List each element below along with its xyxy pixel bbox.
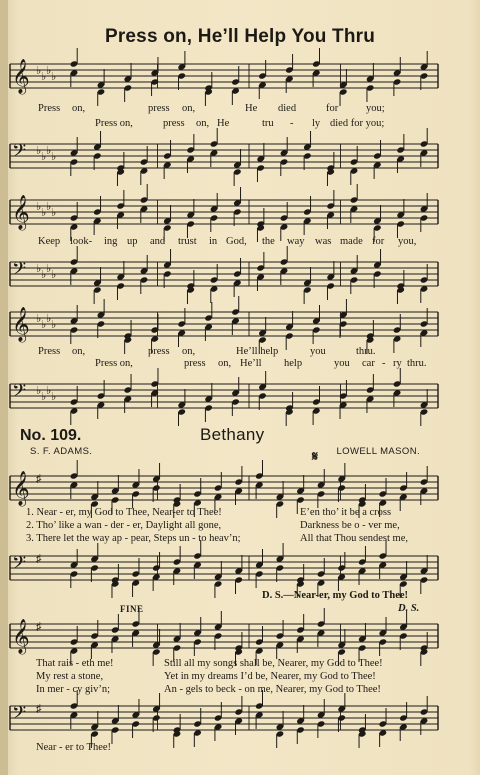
flat-icon: ♭ <box>51 269 57 281</box>
note-chord <box>214 472 223 511</box>
verse-text: 2. Tho’ like a wan - der - er, Daylight all gone, <box>26 520 222 531</box>
note-chord <box>396 134 405 173</box>
note-chord <box>379 617 388 656</box>
note-chord <box>256 143 265 182</box>
note-chord <box>420 389 429 426</box>
staff-system-2-bass <box>10 256 438 296</box>
note-chord <box>233 187 242 226</box>
note-chord <box>210 193 219 232</box>
flat-icon: ♭ <box>41 71 47 83</box>
page-binding-edge <box>0 0 8 775</box>
note-chord <box>140 184 149 223</box>
note-chord <box>255 549 264 588</box>
lyric-word: up <box>127 236 138 247</box>
lyricist-credit: S. F. ADAMS. <box>30 446 93 457</box>
note-chord <box>131 469 140 508</box>
note-chord <box>420 308 429 347</box>
lyric-word: on, <box>218 358 232 369</box>
ds-instruction: D. S.—Near-er, my God to Thee! <box>262 590 409 601</box>
staff-system-3-treble <box>10 306 438 346</box>
note-chord <box>111 614 120 653</box>
note-chord <box>255 460 264 499</box>
flat-icon: ♭ <box>46 263 52 275</box>
note-chord <box>276 543 285 582</box>
note-chord <box>186 134 195 173</box>
note-chord <box>258 60 267 99</box>
flat-icon: ♭ <box>51 151 57 163</box>
note-chord <box>256 252 265 291</box>
lyric-word: for <box>372 236 385 247</box>
lyric-word: He’ll help <box>236 346 279 357</box>
flat-icon: ♭ <box>36 201 42 213</box>
lyric-word: - <box>382 358 386 369</box>
lyric-word: He <box>245 103 258 114</box>
flat-icon: ♭ <box>46 313 52 325</box>
lyric-word: thru. <box>356 346 376 357</box>
flat-icon: ♭ <box>36 145 42 157</box>
lyric-word: on, <box>72 103 86 114</box>
note-chord <box>140 255 149 294</box>
note-chord <box>90 620 99 659</box>
note-chord <box>379 708 388 747</box>
flat-icon: ♭ <box>51 71 57 83</box>
note-chord <box>276 620 285 659</box>
note-chord <box>173 714 182 748</box>
lyric-word: press <box>148 103 170 114</box>
staff-system-1-bass <box>10 138 438 178</box>
note-chord <box>285 392 294 426</box>
note-chord <box>177 308 186 347</box>
note-chord <box>97 380 106 419</box>
note-chord <box>116 261 125 300</box>
note-chord <box>111 564 120 598</box>
note-chord <box>214 561 223 598</box>
note-chord <box>152 693 161 732</box>
note-chord <box>233 149 242 186</box>
lyric-word: you, <box>398 236 417 247</box>
staff-lines <box>10 476 438 500</box>
lyric-word: tru <box>262 118 274 129</box>
note-chord <box>193 617 202 656</box>
segno-sign: 𝄋 <box>312 450 319 465</box>
note-chord <box>420 466 429 505</box>
lyric-word: on, <box>182 103 196 114</box>
fine-mark: FINE <box>120 604 144 614</box>
flat-icon: ♭ <box>51 391 57 403</box>
hymn-title: Bethany <box>200 425 265 444</box>
verse-text: Darkness be o - ver me, <box>300 520 400 531</box>
note-chord <box>393 57 402 96</box>
lyric-word: God, <box>226 236 247 247</box>
lyric-word: He’ll <box>240 358 262 369</box>
note-chord <box>116 190 125 229</box>
flat-icon: ♭ <box>51 319 57 331</box>
verse-text: 3. There let the way ap - pear, Steps un - to heav’n; <box>26 533 241 544</box>
note-chord <box>399 702 408 741</box>
lyric-word: on, <box>182 346 196 357</box>
note-chord <box>177 51 186 90</box>
lyric-word: Press <box>38 346 61 357</box>
lyric-word: ry <box>393 358 402 369</box>
note-chord <box>70 137 79 176</box>
note-chord <box>317 469 326 508</box>
note-chord <box>373 249 382 288</box>
sharp-icon: ♯ <box>36 703 42 715</box>
note-chord <box>97 299 106 338</box>
lyric-word: Press <box>38 103 61 114</box>
note-chord <box>258 371 267 410</box>
note-chord <box>303 267 312 304</box>
note-chord <box>312 48 321 87</box>
flat-icon: ♭ <box>41 319 47 331</box>
note-chord <box>276 481 285 518</box>
song-title-press-on: Press on, He’ll Help You Thru <box>104 26 376 47</box>
note-chord <box>420 264 429 303</box>
note-chord <box>399 472 408 511</box>
lyric-word: press <box>163 118 185 129</box>
note-chord <box>373 140 382 179</box>
flat-icon: ♭ <box>36 65 42 77</box>
sharp-icon: ♯ <box>36 473 42 485</box>
note-chord <box>70 305 79 344</box>
flat-icon: ♭ <box>46 65 52 77</box>
note-chord <box>70 386 79 425</box>
flat-icon: ♭ <box>51 207 57 219</box>
flat-icon: ♭ <box>46 385 52 397</box>
note-chord <box>204 383 213 422</box>
note-chord <box>231 296 240 335</box>
note-chord <box>366 374 375 413</box>
sharp-icon: ♯ <box>36 621 42 633</box>
note-chord <box>420 555 429 594</box>
lyric-word: help <box>284 358 303 369</box>
note-chord <box>93 267 102 304</box>
note-chord <box>70 690 79 729</box>
note-chord <box>186 270 195 304</box>
staff-system-5-treble <box>10 618 438 658</box>
lyric-word: Press on, <box>95 118 133 129</box>
lyric-word: thru. <box>407 358 427 369</box>
lyric-word: ly <box>312 118 321 129</box>
note-chord <box>140 146 149 185</box>
note-chord <box>97 69 106 106</box>
note-chord <box>285 311 294 350</box>
lyric-word: ing <box>104 236 118 247</box>
staff-system-4-treble <box>10 470 438 510</box>
note-chord <box>177 389 186 426</box>
bottom-lyric-text: Near - er to Thee! <box>36 742 112 753</box>
note-chord <box>90 543 99 582</box>
lyric-word: the <box>262 236 275 247</box>
lyric-word: in <box>209 236 218 247</box>
treble-clef-icon: 𝄞 <box>12 471 30 506</box>
note-chord <box>131 558 140 597</box>
note-chord <box>152 629 161 666</box>
staff-system-4-bass <box>10 550 438 590</box>
treble-clef-icon: 𝄞 <box>12 59 30 94</box>
note-chord <box>420 193 429 232</box>
lyric-word: you; <box>366 103 385 114</box>
note-chord <box>396 199 405 238</box>
hymn-number: No. 109. <box>20 427 82 444</box>
note-chord <box>70 549 79 588</box>
refrain-text: In mer - cy giv’n; <box>36 684 111 695</box>
note-chord <box>186 199 195 238</box>
bass-clef-icon: 𝄢 <box>12 381 27 406</box>
note-chord <box>255 690 264 729</box>
note-chord <box>93 131 102 170</box>
sharp-icon: ♯ <box>36 553 42 565</box>
note-chord <box>420 51 429 90</box>
note-chord <box>366 63 375 102</box>
lyric-word: you <box>334 358 350 369</box>
note-chord <box>350 255 359 294</box>
treble-clef-icon: 𝄞 <box>12 307 30 342</box>
note-chord <box>210 128 219 167</box>
note-chord <box>280 137 289 176</box>
treble-clef-icon: 𝄞 <box>12 619 30 654</box>
note-chord <box>420 696 429 735</box>
note-chord <box>296 705 305 744</box>
refrain-text: An - gels to beck - on me, Nearer, my God to Thee! <box>164 684 381 695</box>
lyric-word: trust <box>178 236 197 247</box>
note-chord <box>399 611 408 650</box>
lyric-word: He <box>217 118 230 129</box>
treble-clef-icon: 𝄞 <box>12 195 30 230</box>
verse-text: E’en tho’ it be a cross <box>300 507 392 518</box>
note-chord <box>379 540 388 579</box>
lyric-word: Press on, <box>95 358 133 369</box>
staff-system-2-treble <box>10 194 438 234</box>
note-chord <box>163 140 172 179</box>
note-chord <box>173 623 182 662</box>
note-chord <box>70 48 79 87</box>
note-chord <box>204 302 213 341</box>
note-chord <box>234 466 243 505</box>
note-chord <box>210 264 219 303</box>
note-chord <box>312 305 321 344</box>
note-chord <box>350 184 359 223</box>
note-chord <box>111 705 120 744</box>
lyric-word: on, <box>72 346 86 357</box>
note-chord <box>152 463 161 502</box>
note-chord <box>193 708 202 747</box>
note-chord <box>358 714 367 748</box>
note-chord <box>214 702 223 741</box>
note-chord <box>358 623 367 662</box>
note-chord <box>337 693 346 732</box>
note-chord <box>317 608 326 647</box>
composer-credit: LOWELL MASON. <box>336 446 420 457</box>
lyric-word: and <box>150 236 166 247</box>
lyric-word: Keep <box>38 236 61 247</box>
note-chord <box>233 258 242 297</box>
note-chord <box>326 190 335 229</box>
note-chord <box>124 63 133 102</box>
note-chord <box>317 699 326 738</box>
note-chord <box>173 546 182 585</box>
note-chord <box>276 711 285 748</box>
note-chord <box>326 152 335 186</box>
lyric-word: you <box>310 346 326 357</box>
flat-icon: ♭ <box>41 151 47 163</box>
lyric-word: died for you; <box>330 118 385 129</box>
note-chord <box>70 460 79 499</box>
note-chord <box>131 699 140 738</box>
bass-clef-icon: 𝄢 <box>12 703 27 728</box>
note-chord <box>393 368 402 407</box>
note-chord <box>350 146 359 185</box>
note-chord <box>214 611 223 650</box>
lyric-word: - <box>290 118 294 129</box>
bass-clef-icon: 𝄢 <box>12 259 27 284</box>
lyric-word: made <box>340 236 363 247</box>
lyric-word: press <box>148 346 170 357</box>
note-chord <box>393 314 402 353</box>
note-chord <box>312 386 321 425</box>
note-chord <box>204 72 213 106</box>
refrain-text: Still all my songs shall be, Nearer, my God to Thee! <box>164 658 383 669</box>
note-chord <box>163 249 172 288</box>
note-chord <box>420 128 429 167</box>
refrain-text: My rest a stone, <box>36 671 104 682</box>
note-chord <box>303 131 312 170</box>
note-chord <box>285 54 294 93</box>
note-chord <box>234 696 243 735</box>
verse-text: 1. Near - er, my God to Thee, Near-er to Thee! <box>26 507 222 518</box>
note-chord <box>152 552 161 591</box>
flat-icon: ♭ <box>46 145 52 157</box>
lyric-word: car <box>362 358 375 369</box>
note-chord <box>124 374 133 413</box>
note-chord <box>337 552 346 591</box>
staff-system-1-treble <box>10 58 438 98</box>
flat-icon: ♭ <box>36 263 42 275</box>
note-chord <box>303 196 312 235</box>
note-chord <box>420 632 429 666</box>
lyric-word: was <box>315 236 332 247</box>
note-chord <box>396 270 405 304</box>
staff-lines <box>10 706 438 730</box>
flat-icon: ♭ <box>46 201 52 213</box>
note-chord <box>280 246 289 285</box>
refrain-text: Yet in my dreams I’d be, Nearer, my God to Thee! <box>164 671 376 682</box>
lyric-word: look- <box>70 236 93 247</box>
flat-icon: ♭ <box>41 269 47 281</box>
note-chord <box>231 66 240 105</box>
ds-mark: D. S. <box>398 603 420 614</box>
flat-icon: ♭ <box>41 207 47 219</box>
bass-clef-icon: 𝄢 <box>12 553 27 578</box>
staff-system-3-bass <box>10 378 438 418</box>
note-chord <box>70 246 79 285</box>
lyric-word: press <box>184 358 206 369</box>
note-chord <box>337 463 346 502</box>
flat-icon: ♭ <box>36 313 42 325</box>
note-chord <box>193 540 202 579</box>
note-chord <box>234 555 243 594</box>
note-chord <box>124 320 133 354</box>
note-chord <box>326 261 335 300</box>
note-chord <box>358 546 367 585</box>
note-chord <box>93 196 102 235</box>
flat-icon: ♭ <box>36 385 42 397</box>
flat-icon: ♭ <box>41 391 47 403</box>
verse-text: All that Thou sendest me, <box>300 533 408 544</box>
lyric-word: died <box>278 103 297 114</box>
lyric-word: for <box>326 103 339 114</box>
bass-clef-icon: 𝄢 <box>12 141 27 166</box>
lyric-word: way <box>287 236 305 247</box>
staff-system-5-bass <box>10 700 438 740</box>
lyric-word: on, <box>196 118 210 129</box>
note-chord <box>116 152 125 186</box>
note-chord <box>296 614 305 653</box>
note-chord <box>231 377 240 416</box>
refrain-text: That rais - eth me! <box>36 658 114 669</box>
